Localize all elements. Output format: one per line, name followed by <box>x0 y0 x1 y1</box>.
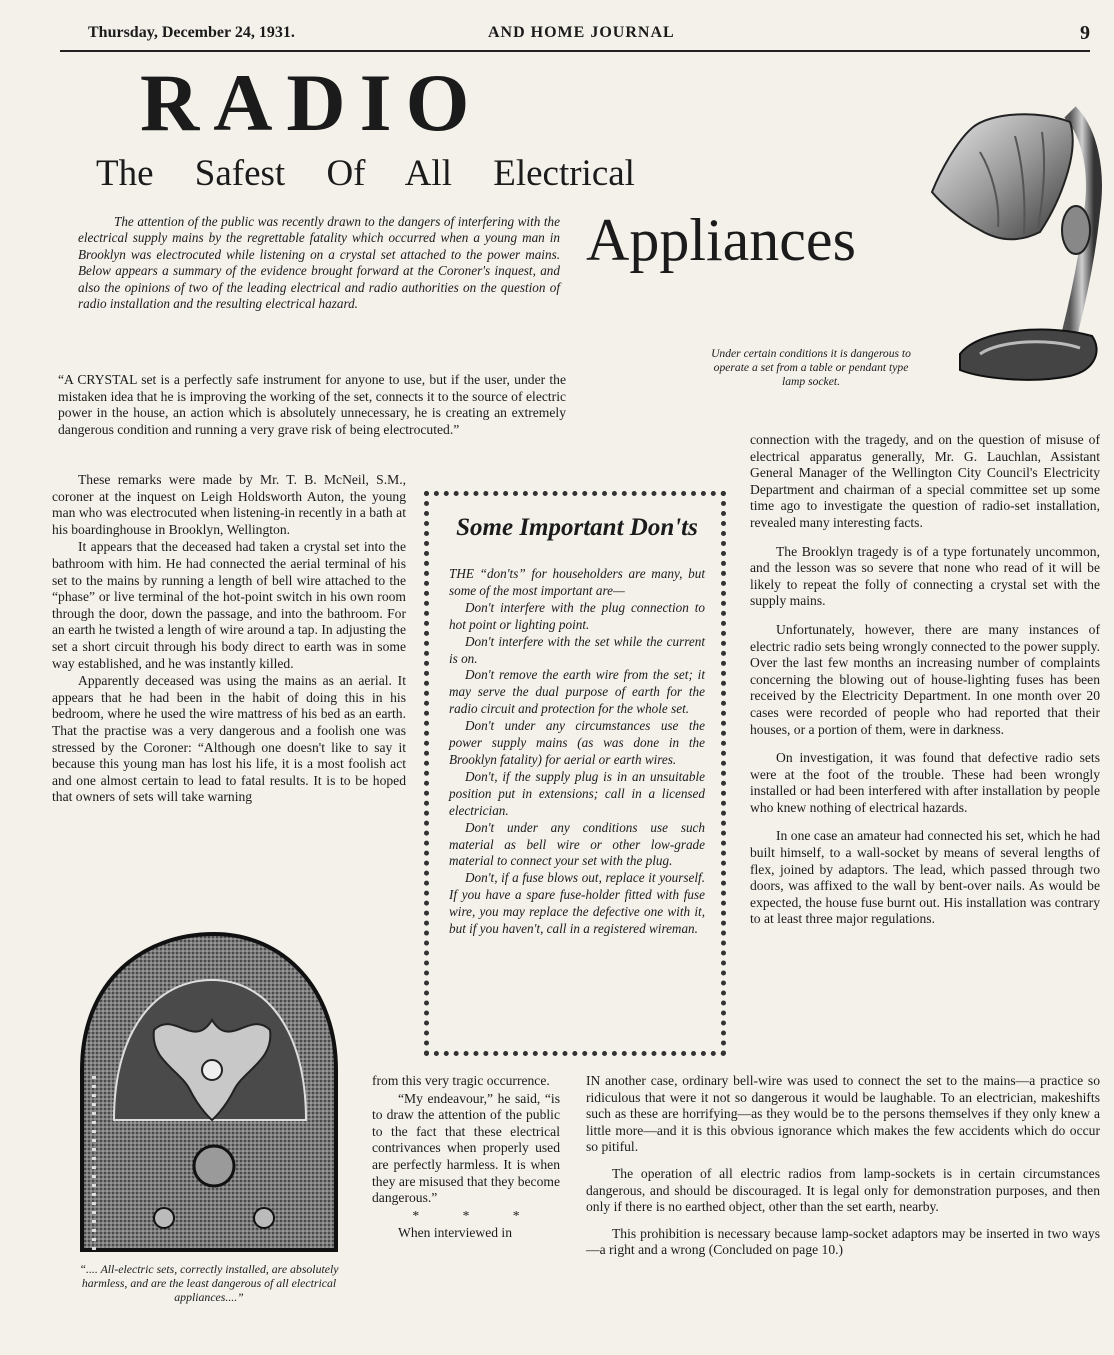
donts-item: Don't interfere with the set while the current is on. <box>449 633 705 666</box>
left-paragraph: These remarks were made by Mr. T. B. McNeil, S.M., coroner at the inquest on Leigh Holdsworth Auton, the young man who was electrocuted when listening-in recently in a bath at his boardinghouse in Brooklyn, Wellington. <box>52 472 406 537</box>
left-paragraph: It appears that the deceased had taken a crystal set into the bathroom with him. He had connected the aerial terminal of his set to the mains by running a length of bell wire attached to the “phase” or live terminal of the hot-point switch in his own room through the door, down the passage, and into the bathroom. For an earth he twisted a length of wire around a tap. In adjusting the set a short circuit through his body direct to earth was in some way established, and he was instantly killed. <box>52 539 406 671</box>
lamp-illustration <box>920 92 1108 392</box>
section-break: * * * <box>412 1207 520 1223</box>
lead-text: “A CRYSTAL set is a perfectly safe instrument for anyone to use, but if the user, under the mistaken idea that he is improving the working of the set, connects it to the source of electric power in the house, an action which is absolutely unnecessary, he is creating an extremely dangerous condition and running a very grave risk of being electrocuted.” <box>58 372 566 437</box>
bottom-paragraph: This prohibition is necessary because lamp-socket adaptors may be inserted in two ways—a right and a wrong (Concluded on page 10.) <box>586 1225 1100 1258</box>
masthead <box>60 22 1090 52</box>
headline-sub: The Safest Of All Electrical <box>96 153 635 194</box>
masthead-date: Thursday, December 24, 1931. <box>88 24 295 41</box>
donts-item: Don't interfere with the plug connection to hot point or lighting point. <box>449 599 705 632</box>
radio-caption: “.... All-electric sets, correctly installed, are absolutely harmless, and are the least dangerous of all electrical appliances....” <box>79 1262 339 1304</box>
intro-text: The attention of the public was recently drawn to the dangers of interfering with the electrical supply mains by the regrettable fatality which occurred when a young man in Brooklyn was electrocuted while listening on a crystal set attached to the power mains. Below appears a summary of the evidence brought forward at the Coroner's inquest, and also the opinions of two of the leading electrical and radio authorities on the question of radio installation and the resulting electrical hazard. <box>78 214 560 312</box>
right-column <box>750 432 1100 940</box>
right-paragraph: connection with the tragedy, and on the question of misuse of electrical apparatus generally, Mr. G. Lauchlan, Assistant General Manager of the Wellington City Council's Electricity Department and chairman of a special committee set up some time ago to investigate the question of radio-set installation, revealed many interesting facts. <box>750 432 1100 530</box>
donts-title: Some Important Don'ts <box>456 514 698 541</box>
donts-item: THE “don'ts” for householders are many, but some of the most important are— <box>449 566 705 598</box>
intro-paragraph <box>78 214 560 312</box>
masthead-title: AND HOME JOURNAL <box>488 24 675 41</box>
right-paragraph: In one case an amateur had connected his set, which he had built himself, to a wall-socket by means of several lengths of flex, joined by adaptors. The lead, which passed through two doors, was affixed to the wall by bent-over nails. As would be expected, the house fuse burnt out. His installation was contrary to at least three major regulations. <box>750 828 1100 927</box>
bottom-paragraph: IN another case, ordinary bell-wire was used to connect the set to the mains—a practice so ridiculous that were it not so dangerous it would be laughable. To an electrician, makeshifts such as these are horrifying—as they would be to the persons themselves if they only knew a little more—and it is this obvious ignorance which makes the few accidents which do occur so pitiful. <box>586 1073 1100 1155</box>
middle-paragraph: When interviewed in <box>398 1225 512 1241</box>
donts-item: Don't under any circumstances use the power supply mains (as was done in the Brooklyn fatality) for aerial or earth wires. <box>449 718 705 767</box>
left-column <box>52 472 406 807</box>
left-paragraph: Apparently deceased was using the mains as an aerial. It appears that he had been in the habit of doing this in his bedroom, where he used the wire mattress of his bed as an earth. That the practise was a very dangerous and a foolish one was stressed by the Coroner: “Although one doesn't like to say it because this young man has lost his life, it is a most foolish act and one almost certain to lead to fatal results. It is to be hoped that owners of sets will take warning <box>52 673 406 805</box>
radio-set-image <box>44 920 348 1266</box>
donts-item: Don't, if a fuse blows out, replace it yourself. If you have a spare fuse-holder fitted with fuse wire, you may replace the defective one with it, but if you haven't, call in a registered wireman. <box>449 870 705 937</box>
lamp-caption: Under certain conditions it is dangerous to operate a set from a table or pendant type lamp socket. <box>711 347 911 388</box>
lead-paragraph <box>58 372 566 439</box>
lamp-image <box>920 92 1108 392</box>
bottom-column <box>586 1073 1100 1269</box>
donts-item: Don't under any conditions use such material as bell wire or other low-grade material to connect your set with the plug. <box>449 819 705 869</box>
middle-column <box>372 1073 560 1243</box>
page-number: 9 <box>1080 22 1090 44</box>
right-paragraph: On investigation, it was found that defective radio sets were at the foot of the trouble. These had been wrongly installed or had been interfered with after installation by people who knew nothing of electrical hazards. <box>750 750 1100 815</box>
middle-paragraph: from this very tragic occurrence. <box>372 1073 550 1088</box>
donts-body <box>449 566 705 938</box>
right-paragraph: Unfortunately, however, there are many instances of electric radio sets being wrongly connected to the power supply. Over the last few months an increasing number of complaints concerning the blowing out of house-lighting fuses has been received by the Electricity Department. In one month over 20 cases were recorded of people who had reported that their houses, or a portion of them, were in darkness. <box>750 621 1100 737</box>
donts-item: Don't, if the supply plug is in an unsuitable position put in extensions; call in a licensed electrician. <box>449 768 705 818</box>
headline-last: Appliances <box>586 207 856 273</box>
headline-main: RADIO <box>140 57 484 148</box>
donts-box <box>424 491 726 1056</box>
middle-paragraph: “My endeavour,” he said, “is to draw the attention of the public to the fact that these electrical contrivances when properly used are perfectly harmless. It is when they are misused that they become dangerous.” <box>372 1090 560 1206</box>
radio-set-illustration <box>44 920 348 1266</box>
bottom-paragraph: The operation of all electric radios from lamp-sockets is in certain circumstances dangerous, and should be discouraged. It is legal only for demonstration purposes, and then only if there is no earthed object, other than the set earth, nearby. <box>586 1165 1100 1215</box>
right-paragraph: The Brooklyn tragedy is of a type fortunately uncommon, and the lesson was so severe that none who read of it will be likely to repeat the folly of connecting a crystal set with the supply mains. <box>750 543 1100 609</box>
donts-item: Don't remove the earth wire from the set; it may serve the dual purpose of earth for the radio circuit and protection for the whole set. <box>449 667 705 717</box>
